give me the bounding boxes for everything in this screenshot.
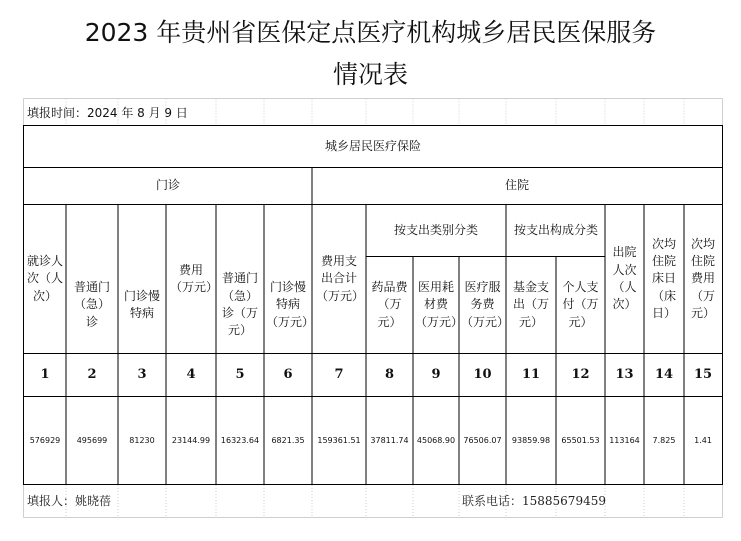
by-structure-header: 按支出构成分类	[513, 222, 598, 237]
page-title-line-1: 2023 年贵州省医保定点医疗机构城乡居民医保服务	[84, 18, 657, 47]
header-service: 医疗服务费（万元）	[461, 279, 510, 329]
page-title-line-2: 情况表	[332, 60, 408, 89]
header-chronic: 门诊慢特病	[123, 288, 160, 320]
col-number: 3	[137, 366, 147, 382]
by-category-header: 按支出类别分类	[393, 222, 478, 237]
value-total-cost: 159361.51	[317, 435, 361, 445]
section-header: 城乡居民医疗保险	[324, 138, 421, 153]
value-fund: 93859.98	[511, 435, 551, 445]
value-avg-days: 7.825	[652, 435, 676, 445]
col-number: 11	[521, 366, 541, 382]
inpatient-header: 住院	[504, 178, 529, 193]
header-chronic-cost: 门诊慢特病（万元）	[266, 279, 315, 329]
header-visits: 就诊人次（人次）	[26, 253, 63, 303]
value-service: 76506.07	[463, 435, 502, 445]
header-fund: 基金支出（万元）	[512, 279, 549, 329]
col-number: 13	[615, 366, 634, 382]
header-total-cost: 费用支出合计（万元）	[316, 253, 365, 303]
header-general-cost: 普通门（急）诊（万元）	[221, 271, 258, 338]
value-avg-cost: 1.41	[694, 435, 712, 445]
col-number: 4	[186, 366, 196, 382]
col-number: 7	[334, 366, 344, 382]
value-self-pay: 65501.53	[561, 435, 600, 445]
header-cost: 费用（万元）	[170, 262, 219, 294]
col-number: 6	[283, 366, 293, 382]
value-chronic-cost: 6821.35	[271, 435, 305, 445]
header-discharges: 出院人次（人次）	[612, 245, 637, 312]
contact-phone: 联系电话：15885679459	[462, 494, 606, 508]
col-number: 14	[654, 366, 674, 382]
col-number: 9	[431, 366, 441, 382]
col-number: 2	[87, 366, 97, 382]
col-number: 15	[693, 366, 713, 382]
header-general: 普通门（急）诊	[73, 279, 110, 329]
col-number: 5	[235, 366, 245, 382]
col-number: 8	[384, 366, 395, 382]
value-drug: 37811.74	[370, 435, 409, 445]
header-avg-days: 次均住院床日（床日）	[651, 236, 676, 321]
header-material: 医用耗材费（万元）	[415, 279, 464, 329]
value-discharges: 113164	[609, 435, 640, 445]
outpatient-header: 门诊	[155, 178, 180, 193]
filler-name: 填报人：姚晓蓓	[27, 494, 112, 508]
value-material: 45068.90	[416, 435, 456, 445]
fill-date: 填报时间：2024 年 8 月 9 日	[27, 106, 188, 120]
value-general: 495699	[76, 435, 108, 445]
value-visits: 576929	[29, 435, 61, 445]
value-cost: 23144.99	[171, 435, 211, 445]
value-chronic: 81230	[129, 435, 155, 445]
header-avg-cost: 次均住院费用（万元）	[690, 236, 715, 321]
header-drug: 药品费（万元）	[371, 279, 408, 329]
header-self-pay: 个人支付（万元）	[562, 279, 599, 329]
col-number: 10	[473, 366, 492, 382]
value-general-cost: 16323.64	[220, 435, 260, 445]
col-number: 1	[40, 366, 50, 382]
col-number: 12	[571, 366, 590, 382]
